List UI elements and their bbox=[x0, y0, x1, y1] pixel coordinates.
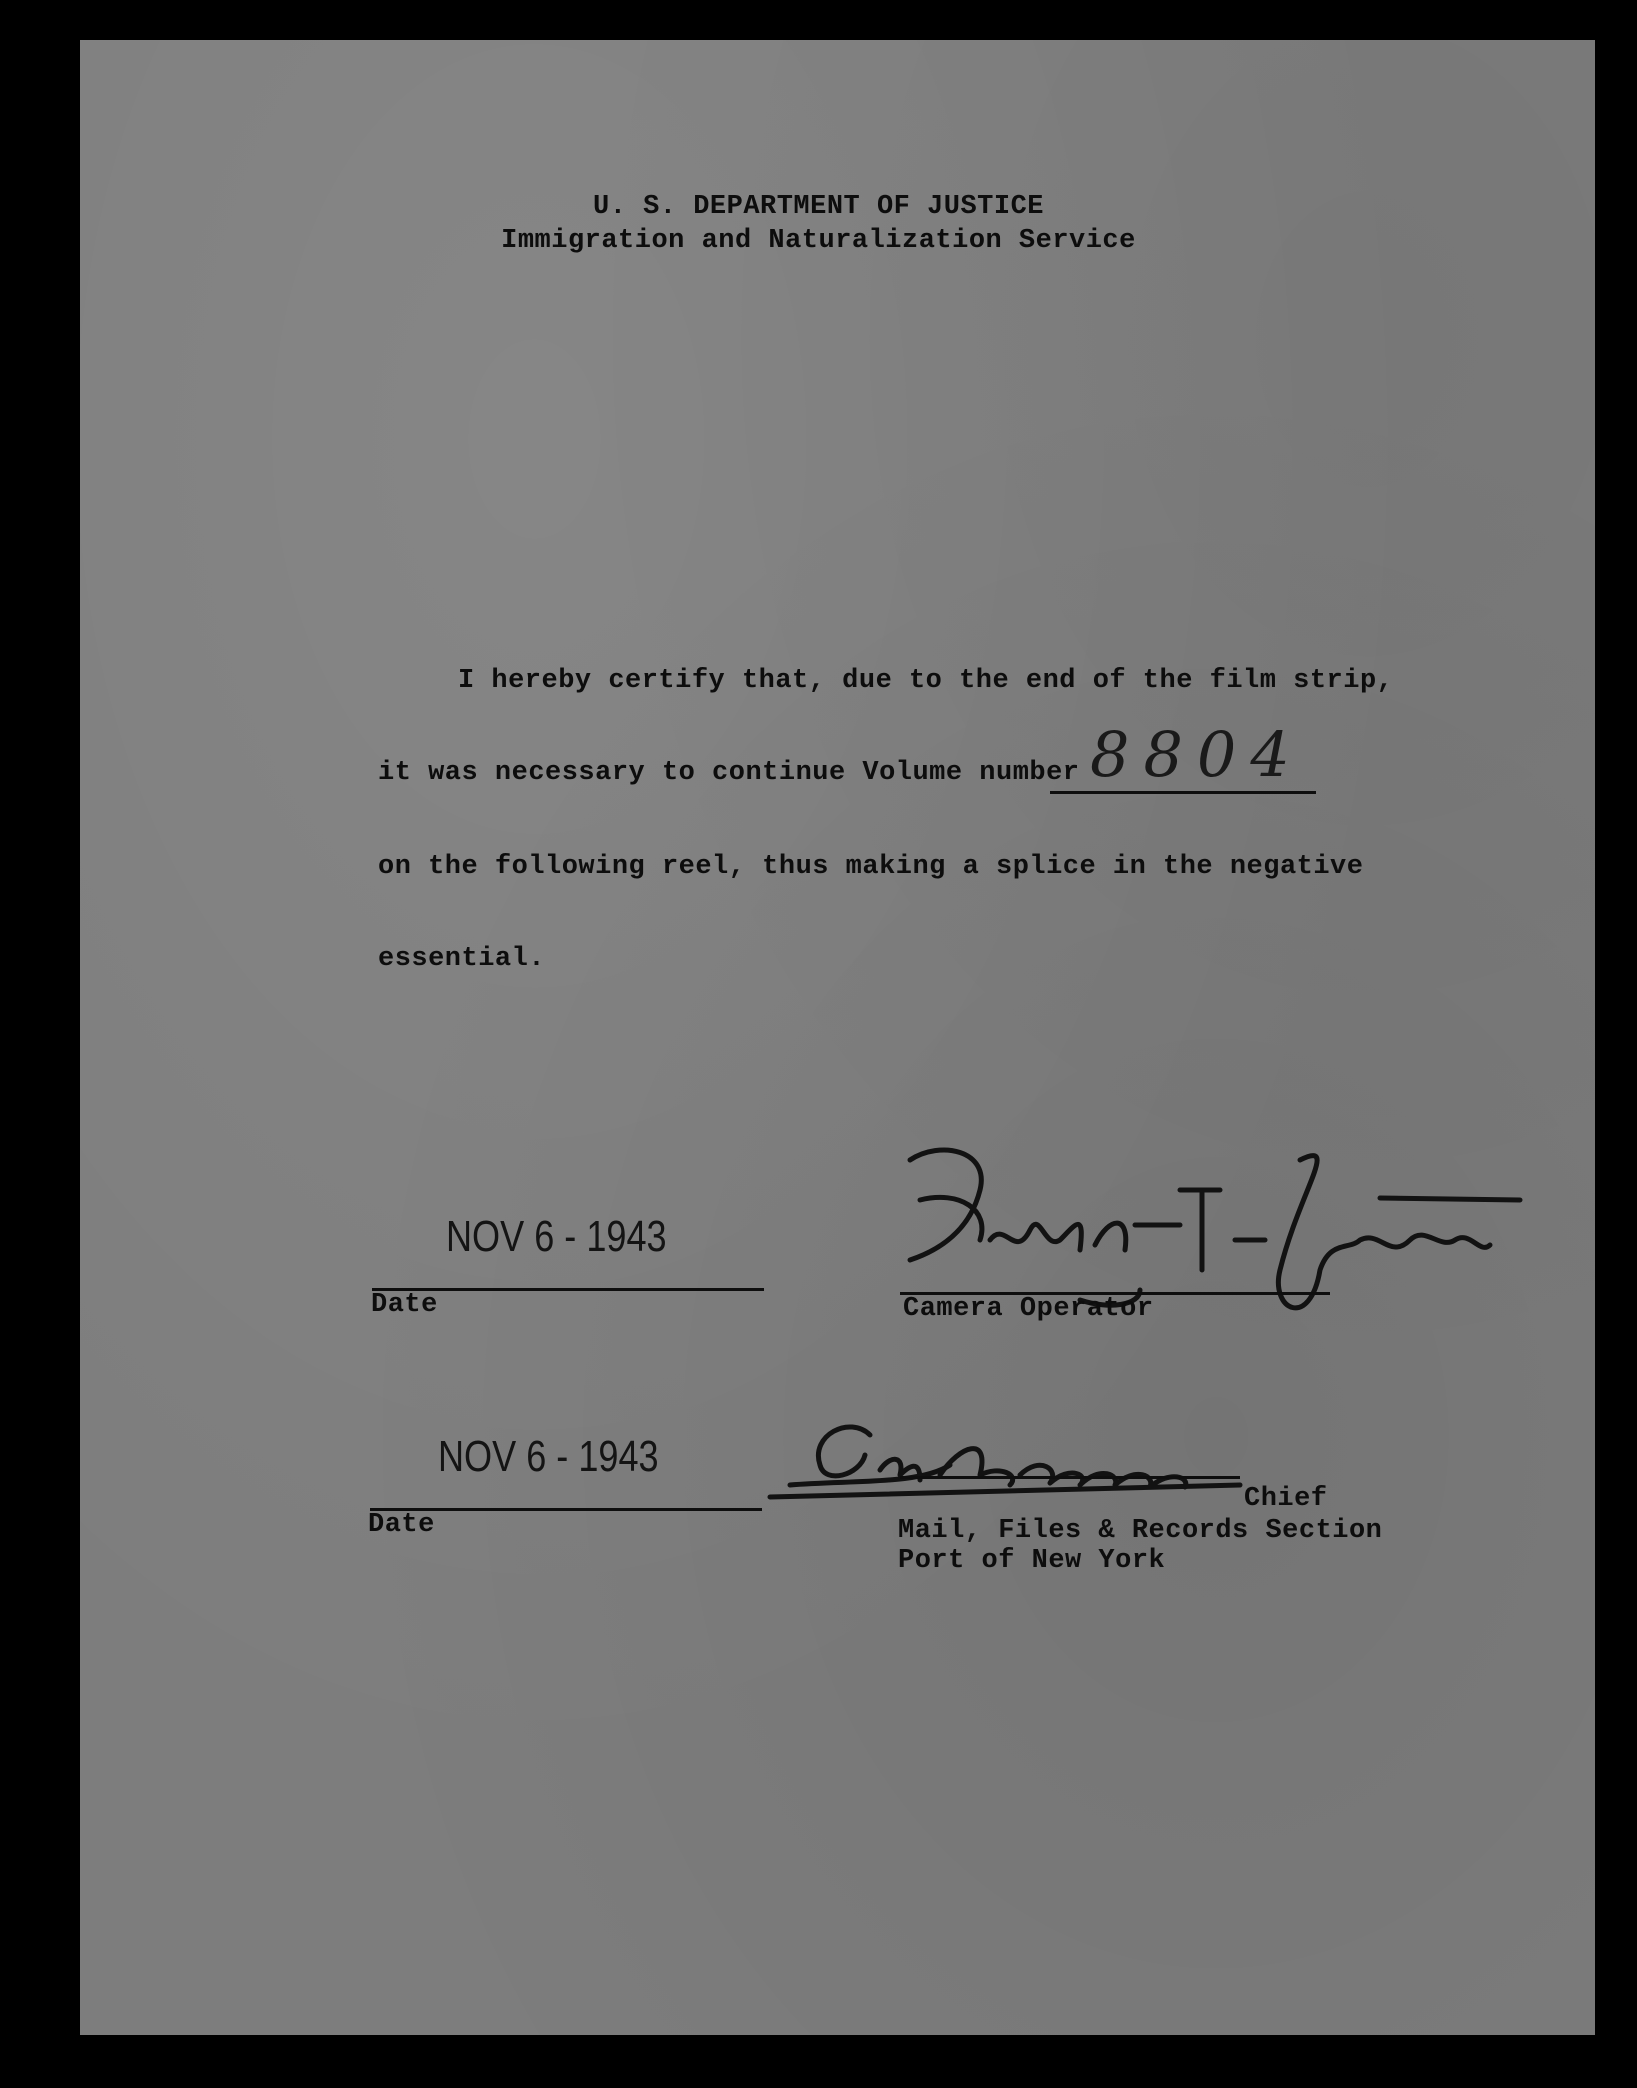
header-department: U. S. DEPARTMENT OF JUSTICE bbox=[593, 192, 1044, 222]
camera-date-label: Date bbox=[371, 1290, 438, 1320]
certify-line-1: I hereby certify that, due to the end of the film strip, bbox=[458, 666, 1394, 696]
volume-number: 8804 bbox=[1090, 718, 1304, 791]
camera-operator-label: Camera Operator bbox=[903, 1294, 1154, 1324]
volume-number-line bbox=[1050, 791, 1316, 794]
document-sheet bbox=[80, 40, 1595, 2035]
chief-signature bbox=[770, 1405, 1290, 1515]
chief-title: Chief bbox=[1244, 1484, 1328, 1514]
chief-date-label: Date bbox=[368, 1510, 435, 1540]
certify-line-4: essential. bbox=[378, 944, 546, 974]
chief-signature-line bbox=[900, 1476, 1240, 1479]
chief-section: Mail, Files & Records Section bbox=[898, 1516, 1383, 1546]
camera-date-stamp: NOV 6 - 1943 bbox=[446, 1212, 667, 1261]
chief-port: Port of New York bbox=[898, 1546, 1166, 1576]
chief-date-stamp: NOV 6 - 1943 bbox=[438, 1432, 659, 1481]
certify-line-3: on the following reel, thus making a splice in the negative bbox=[378, 852, 1364, 882]
header-service: Immigration and Naturalization Service bbox=[501, 226, 1136, 256]
certify-line-2: it was necessary to continue Volume number bbox=[378, 758, 1080, 788]
camera-operator-signature bbox=[880, 1130, 1520, 1360]
